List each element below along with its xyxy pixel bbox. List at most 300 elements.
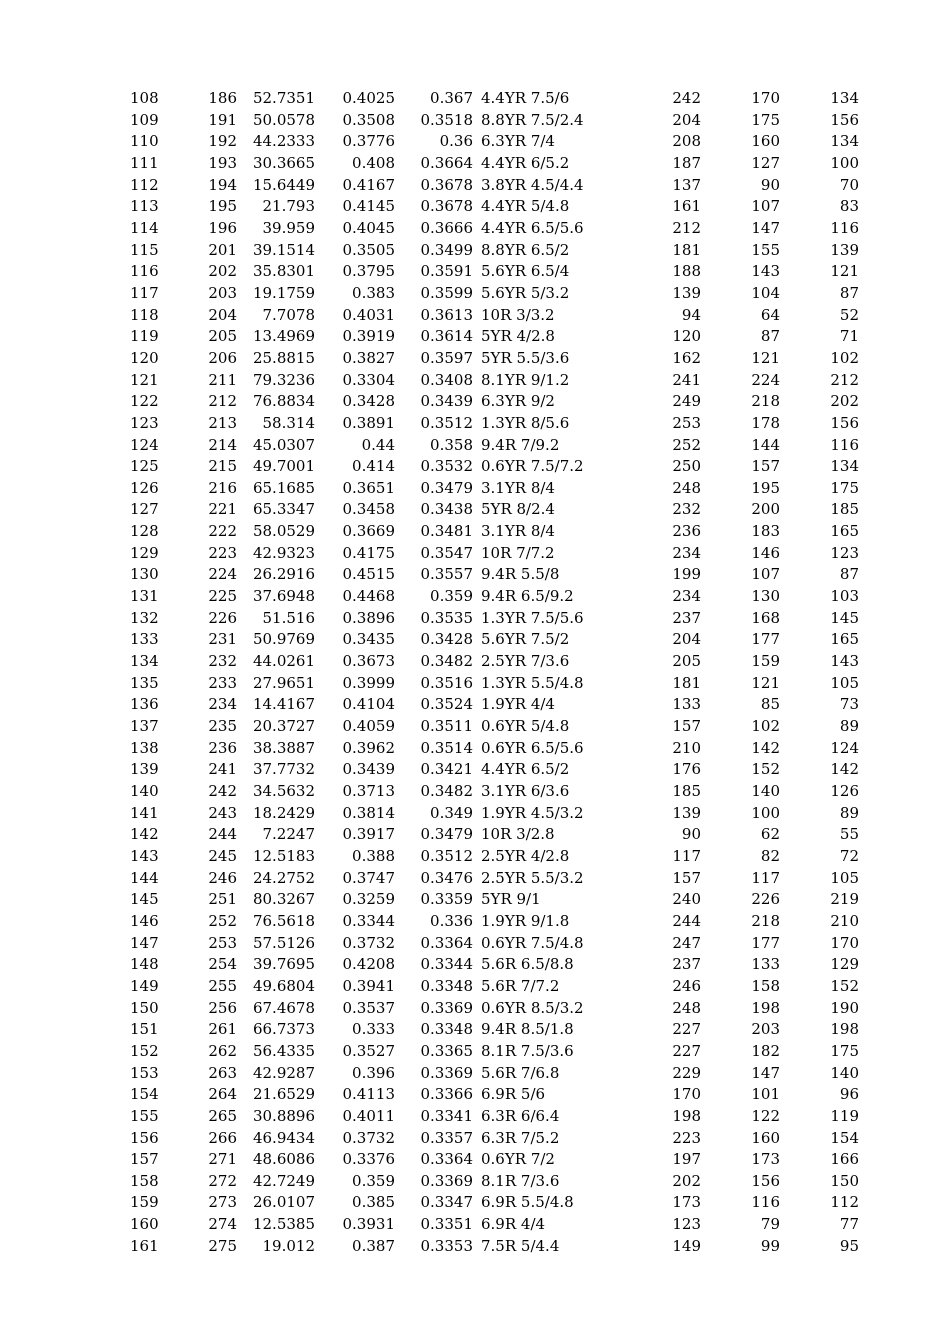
cell-code: 211 (208, 370, 237, 389)
cell-chroma-x: 0.3537 (342, 998, 395, 1017)
cell-green: 79 (760, 1215, 780, 1234)
cell-chroma-x: 0.3747 (342, 868, 395, 887)
cell-munsell: 8.1R 7.5/3.6 (481, 1041, 574, 1060)
cell-blue: 87 (839, 283, 859, 302)
cell-munsell: 2.5YR 5.5/3.2 (481, 868, 584, 887)
cell-code: 275 (208, 1236, 237, 1255)
table-row (0, 499, 950, 521)
table-row (0, 1041, 950, 1063)
cell-row-id: 160 (130, 1215, 159, 1234)
cell-blue: 139 (830, 240, 859, 259)
cell-code: 214 (208, 435, 237, 454)
cell-red: 237 (672, 608, 701, 627)
cell-green: 100 (751, 803, 780, 822)
cell-red: 157 (672, 717, 701, 736)
cell-value: 58.314 (262, 413, 315, 432)
cell-value: 58.0529 (252, 522, 315, 541)
cell-chroma-x: 0.3896 (342, 608, 395, 627)
table-row (0, 803, 950, 825)
cell-code: 202 (208, 262, 237, 281)
cell-blue: 70 (839, 175, 859, 194)
cell-row-id: 121 (130, 370, 159, 389)
cell-value: 27.9651 (252, 673, 315, 692)
cell-value: 20.3727 (252, 717, 315, 736)
cell-value: 26.2916 (252, 565, 315, 584)
cell-red: 120 (672, 327, 701, 346)
cell-blue: 150 (830, 1171, 859, 1190)
cell-code: 194 (208, 175, 237, 194)
cell-code: 234 (208, 695, 237, 714)
cell-chroma-x: 0.3527 (342, 1041, 395, 1060)
cell-blue: 129 (830, 955, 859, 974)
cell-code: 273 (208, 1193, 237, 1212)
cell-chroma-y: 0.3438 (420, 500, 473, 519)
cell-green: 160 (751, 1128, 780, 1147)
cell-chroma-y: 0.3366 (420, 1085, 473, 1104)
cell-green: 107 (751, 197, 780, 216)
cell-munsell: 5YR 8/2.4 (481, 500, 555, 519)
cell-munsell: 4.4YR 6.5/2 (481, 760, 570, 779)
cell-munsell: 2.5YR 4/2.8 (481, 846, 570, 865)
table-row (0, 586, 950, 608)
cell-chroma-y: 0.3591 (420, 262, 473, 281)
cell-row-id: 155 (130, 1106, 159, 1125)
cell-green: 116 (751, 1193, 780, 1212)
table-row (0, 413, 950, 435)
cell-red: 176 (672, 760, 701, 779)
cell-code: 226 (208, 608, 237, 627)
cell-code: 272 (208, 1171, 237, 1190)
cell-row-id: 111 (130, 153, 159, 172)
cell-munsell: 5.6YR 7.5/2 (481, 630, 570, 649)
cell-code: 225 (208, 587, 237, 606)
cell-blue: 170 (830, 933, 859, 952)
cell-chroma-y: 0.3664 (420, 153, 473, 172)
cell-munsell: 1.3YR 8/5.6 (481, 413, 570, 432)
cell-munsell: 6.3YR 7/4 (481, 132, 555, 151)
cell-chroma-y: 0.3353 (420, 1236, 473, 1255)
cell-chroma-y: 0.3439 (420, 392, 473, 411)
cell-chroma-y: 0.3347 (420, 1193, 473, 1212)
cell-code: 193 (208, 153, 237, 172)
data-table (0, 88, 950, 1257)
cell-chroma-y: 0.3344 (420, 955, 473, 974)
cell-chroma-y: 0.3512 (420, 846, 473, 865)
cell-munsell: 9.4R 5.5/8 (481, 565, 560, 584)
cell-chroma-y: 0.3511 (420, 717, 473, 736)
cell-value: 42.7249 (252, 1171, 315, 1190)
cell-red: 253 (672, 413, 701, 432)
cell-code: 265 (208, 1106, 237, 1125)
table-row (0, 889, 950, 911)
cell-chroma-y: 0.3428 (420, 630, 473, 649)
cell-chroma-x: 0.414 (352, 457, 395, 476)
cell-munsell: 10R 7/7.2 (481, 543, 555, 562)
cell-row-id: 120 (130, 348, 159, 367)
cell-code: 235 (208, 717, 237, 736)
cell-code: 223 (208, 543, 237, 562)
cell-green: 175 (751, 110, 780, 129)
cell-value: 14.4167 (252, 695, 315, 714)
cell-value: 56.4335 (252, 1041, 315, 1060)
cell-red: 241 (672, 370, 701, 389)
cell-blue: 83 (839, 197, 859, 216)
cell-row-id: 142 (130, 825, 159, 844)
cell-chroma-x: 0.3827 (342, 348, 395, 367)
cell-row-id: 115 (130, 240, 159, 259)
cell-value: 7.2247 (262, 825, 315, 844)
cell-code: 244 (208, 825, 237, 844)
cell-row-id: 152 (130, 1041, 159, 1060)
cell-blue: 73 (839, 695, 859, 714)
cell-munsell: 9.4R 7/9.2 (481, 435, 560, 454)
cell-red: 227 (672, 1041, 701, 1060)
table-row (0, 651, 950, 673)
cell-row-id: 125 (130, 457, 159, 476)
cell-green: 152 (751, 760, 780, 779)
cell-chroma-x: 0.4059 (342, 717, 395, 736)
cell-row-id: 126 (130, 478, 159, 497)
cell-row-id: 161 (130, 1236, 159, 1255)
cell-red: 236 (672, 522, 701, 541)
cell-munsell: 5YR 4/2.8 (481, 327, 555, 346)
cell-value: 39.7695 (252, 955, 315, 974)
cell-blue: 95 (839, 1236, 859, 1255)
cell-row-id: 117 (130, 283, 159, 302)
cell-blue: 103 (830, 587, 859, 606)
cell-chroma-y: 0.3364 (420, 933, 473, 952)
cell-row-id: 141 (130, 803, 159, 822)
cell-code: 266 (208, 1128, 237, 1147)
table-row (0, 954, 950, 976)
cell-green: 82 (760, 846, 780, 865)
cell-row-id: 145 (130, 890, 159, 909)
cell-munsell: 3.1YR 8/4 (481, 522, 555, 541)
cell-chroma-x: 0.4045 (342, 218, 395, 237)
cell-value: 45.0307 (252, 435, 315, 454)
cell-row-id: 144 (130, 868, 159, 887)
cell-row-id: 128 (130, 522, 159, 541)
cell-row-id: 131 (130, 587, 159, 606)
cell-value: 26.0107 (252, 1193, 315, 1212)
cell-munsell: 6.3YR 9/2 (481, 392, 555, 411)
cell-chroma-x: 0.44 (361, 435, 395, 454)
cell-green: 121 (751, 673, 780, 692)
cell-chroma-y: 0.3524 (420, 695, 473, 714)
cell-blue: 89 (839, 717, 859, 736)
cell-blue: 72 (839, 846, 859, 865)
cell-chroma-y: 0.3365 (420, 1041, 473, 1060)
cell-red: 170 (672, 1085, 701, 1104)
cell-code: 201 (208, 240, 237, 259)
table-row (0, 608, 950, 630)
cell-munsell: 0.6YR 8.5/3.2 (481, 998, 584, 1017)
cell-green: 157 (751, 457, 780, 476)
cell-value: 25.8815 (252, 348, 315, 367)
cell-munsell: 5.6R 7/6.8 (481, 1063, 560, 1082)
cell-green: 104 (751, 283, 780, 302)
cell-munsell: 3.8YR 4.5/4.4 (481, 175, 584, 194)
cell-red: 247 (672, 933, 701, 952)
cell-row-id: 135 (130, 673, 159, 692)
cell-blue: 55 (839, 825, 859, 844)
cell-munsell: 4.4YR 6/5.2 (481, 153, 570, 172)
cell-blue: 87 (839, 565, 859, 584)
cell-row-id: 112 (130, 175, 159, 194)
cell-code: 233 (208, 673, 237, 692)
table-row (0, 759, 950, 781)
cell-green: 198 (751, 998, 780, 1017)
cell-blue: 185 (830, 500, 859, 519)
table-row (0, 868, 950, 890)
table-row (0, 998, 950, 1020)
cell-munsell: 6.9R 5/6 (481, 1085, 546, 1104)
cell-value: 44.2333 (252, 132, 315, 151)
cell-chroma-y: 0.367 (430, 89, 473, 107)
cell-code: 195 (208, 197, 237, 216)
table-row (0, 240, 950, 262)
cell-chroma-x: 0.3259 (342, 890, 395, 909)
cell-red: 240 (672, 890, 701, 909)
cell-chroma-x: 0.3713 (342, 782, 395, 800)
cell-value: 66.7373 (252, 1020, 315, 1039)
cell-code: 241 (208, 760, 237, 779)
cell-chroma-y: 0.3476 (420, 868, 473, 887)
cell-munsell: 0.6YR 5/4.8 (481, 717, 570, 736)
table-row (0, 673, 950, 695)
cell-code: 186 (208, 89, 237, 107)
cell-blue: 143 (830, 652, 859, 671)
table-row (0, 348, 950, 370)
cell-green: 90 (760, 175, 780, 194)
cell-green: 195 (751, 478, 780, 497)
cell-value: 46.9434 (252, 1128, 315, 1147)
cell-code: 205 (208, 327, 237, 346)
cell-blue: 142 (830, 760, 859, 779)
cell-chroma-y: 0.3666 (420, 218, 473, 237)
table-row (0, 694, 950, 716)
cell-blue: 166 (830, 1150, 859, 1169)
cell-blue: 165 (830, 522, 859, 541)
cell-munsell: 4.4YR 6.5/5.6 (481, 218, 584, 237)
cell-blue: 152 (830, 976, 859, 995)
cell-chroma-y: 0.3482 (420, 782, 473, 800)
cell-code: 196 (208, 218, 237, 237)
cell-value: 19.1759 (252, 283, 315, 302)
cell-chroma-y: 0.3613 (420, 305, 473, 324)
cell-blue: 134 (830, 457, 859, 476)
cell-blue: 156 (830, 110, 859, 129)
cell-red: 94 (681, 305, 701, 324)
cell-chroma-y: 0.3512 (420, 413, 473, 432)
cell-blue: 134 (830, 132, 859, 151)
cell-chroma-y: 0.3557 (420, 565, 473, 584)
cell-chroma-x: 0.388 (352, 846, 395, 865)
cell-chroma-x: 0.3795 (342, 262, 395, 281)
cell-value: 24.2752 (252, 868, 315, 887)
table-row (0, 261, 950, 283)
cell-row-id: 159 (130, 1193, 159, 1212)
cell-code: 254 (208, 955, 237, 974)
cell-munsell: 2.5YR 7/3.6 (481, 652, 570, 671)
cell-chroma-x: 0.3435 (342, 630, 395, 649)
cell-munsell: 1.3YR 7.5/5.6 (481, 608, 584, 627)
cell-red: 137 (672, 175, 701, 194)
cell-red: 157 (672, 868, 701, 887)
cell-munsell: 0.6YR 6.5/5.6 (481, 738, 584, 757)
cell-chroma-y: 0.3364 (420, 1150, 473, 1169)
cell-row-id: 119 (130, 327, 159, 346)
cell-red: 223 (672, 1128, 701, 1147)
cell-row-id: 118 (130, 305, 159, 324)
cell-code: 224 (208, 565, 237, 584)
cell-blue: 165 (830, 630, 859, 649)
cell-green: 159 (751, 652, 780, 671)
cell-chroma-y: 0.3351 (420, 1215, 473, 1234)
table-row (0, 88, 950, 110)
cell-blue: 126 (830, 782, 859, 800)
cell-code: 271 (208, 1150, 237, 1169)
cell-red: 90 (681, 825, 701, 844)
cell-green: 133 (751, 955, 780, 974)
cell-chroma-x: 0.3428 (342, 392, 395, 411)
cell-chroma-y: 0.3599 (420, 283, 473, 302)
cell-red: 208 (672, 132, 701, 151)
cell-blue: 145 (830, 608, 859, 627)
cell-munsell: 5.6YR 5/3.2 (481, 283, 570, 302)
cell-red: 244 (672, 911, 701, 930)
cell-value: 30.3665 (252, 153, 315, 172)
cell-value: 79.3236 (252, 370, 315, 389)
cell-chroma-y: 0.3678 (420, 175, 473, 194)
cell-blue: 116 (830, 218, 859, 237)
cell-chroma-x: 0.4025 (342, 89, 395, 107)
cell-blue: 105 (830, 868, 859, 887)
cell-row-id: 124 (130, 435, 159, 454)
cell-chroma-x: 0.3999 (342, 673, 395, 692)
cell-chroma-x: 0.385 (352, 1193, 395, 1212)
table-row (0, 1214, 950, 1236)
cell-chroma-x: 0.4515 (342, 565, 395, 584)
table-row (0, 456, 950, 478)
cell-value: 15.6449 (252, 175, 315, 194)
cell-red: 197 (672, 1150, 701, 1169)
cell-green: 182 (751, 1041, 780, 1060)
cell-code: 232 (208, 652, 237, 671)
cell-green: 130 (751, 587, 780, 606)
cell-row-id: 110 (130, 132, 159, 151)
cell-green: 147 (751, 1063, 780, 1082)
table-row (0, 521, 950, 543)
table-row (0, 564, 950, 586)
cell-chroma-x: 0.3962 (342, 738, 395, 757)
cell-chroma-y: 0.3369 (420, 1171, 473, 1190)
cell-munsell: 7.5R 5/4.4 (481, 1236, 560, 1255)
cell-row-id: 108 (130, 89, 159, 107)
cell-munsell: 10R 3/3.2 (481, 305, 555, 324)
cell-blue: 156 (830, 413, 859, 432)
cell-blue: 175 (830, 1041, 859, 1060)
cell-value: 18.2429 (252, 803, 315, 822)
cell-munsell: 1.9YR 9/1.8 (481, 911, 570, 930)
cell-row-id: 148 (130, 955, 159, 974)
cell-blue: 190 (830, 998, 859, 1017)
cell-row-id: 138 (130, 738, 159, 757)
cell-munsell: 6.3R 6/6.4 (481, 1106, 560, 1125)
cell-row-id: 137 (130, 717, 159, 736)
cell-row-id: 156 (130, 1128, 159, 1147)
cell-munsell: 9.4R 8.5/1.8 (481, 1020, 574, 1039)
cell-green: 226 (751, 890, 780, 909)
cell-value: 19.012 (262, 1236, 315, 1255)
table-row (0, 218, 950, 240)
cell-chroma-x: 0.4208 (342, 955, 395, 974)
cell-value: 39.1514 (252, 240, 315, 259)
cell-blue: 175 (830, 478, 859, 497)
cell-row-id: 150 (130, 998, 159, 1017)
cell-red: 227 (672, 1020, 701, 1039)
cell-chroma-x: 0.4468 (342, 587, 395, 606)
cell-value: 76.5618 (252, 911, 315, 930)
cell-code: 212 (208, 392, 237, 411)
cell-value: 49.6804 (252, 976, 315, 995)
cell-value: 42.9287 (252, 1063, 315, 1082)
cell-chroma-y: 0.3481 (420, 522, 473, 541)
cell-munsell: 8.8YR 6.5/2 (481, 240, 570, 259)
cell-chroma-x: 0.3917 (342, 825, 395, 844)
cell-red: 173 (672, 1193, 701, 1212)
cell-red: 249 (672, 392, 701, 411)
cell-chroma-x: 0.3776 (342, 132, 395, 151)
cell-chroma-x: 0.3651 (342, 478, 395, 497)
cell-code: 203 (208, 283, 237, 302)
cell-code: 216 (208, 478, 237, 497)
cell-row-id: 116 (130, 262, 159, 281)
cell-row-id: 133 (130, 630, 159, 649)
cell-green: 147 (751, 218, 780, 237)
cell-chroma-y: 0.3482 (420, 652, 473, 671)
cell-munsell: 6.9R 4/4 (481, 1215, 546, 1234)
cell-munsell: 5YR 5.5/3.6 (481, 348, 570, 367)
cell-value: 7.7078 (262, 305, 315, 324)
cell-row-id: 154 (130, 1085, 159, 1104)
cell-chroma-x: 0.396 (352, 1063, 395, 1082)
cell-blue: 119 (830, 1106, 859, 1125)
cell-red: 204 (672, 630, 701, 649)
cell-value: 76.8834 (252, 392, 315, 411)
cell-green: 85 (760, 695, 780, 714)
cell-red: 188 (672, 262, 701, 281)
cell-red: 139 (672, 803, 701, 822)
cell-chroma-x: 0.3732 (342, 1128, 395, 1147)
cell-munsell: 4.4YR 7.5/6 (481, 89, 570, 107)
cell-row-id: 140 (130, 782, 159, 800)
cell-code: 215 (208, 457, 237, 476)
cell-red: 181 (672, 673, 701, 692)
table-row (0, 933, 950, 955)
cell-munsell: 8.8YR 7.5/2.4 (481, 110, 584, 129)
cell-row-id: 146 (130, 911, 159, 930)
table-row (0, 543, 950, 565)
cell-green: 102 (751, 717, 780, 736)
cell-munsell: 9.4R 6.5/9.2 (481, 587, 574, 606)
cell-value: 57.5126 (252, 933, 315, 952)
cell-blue: 134 (830, 89, 859, 107)
cell-code: 246 (208, 868, 237, 887)
cell-chroma-x: 0.3891 (342, 413, 395, 432)
cell-green: 218 (751, 911, 780, 930)
cell-value: 12.5183 (252, 846, 315, 865)
